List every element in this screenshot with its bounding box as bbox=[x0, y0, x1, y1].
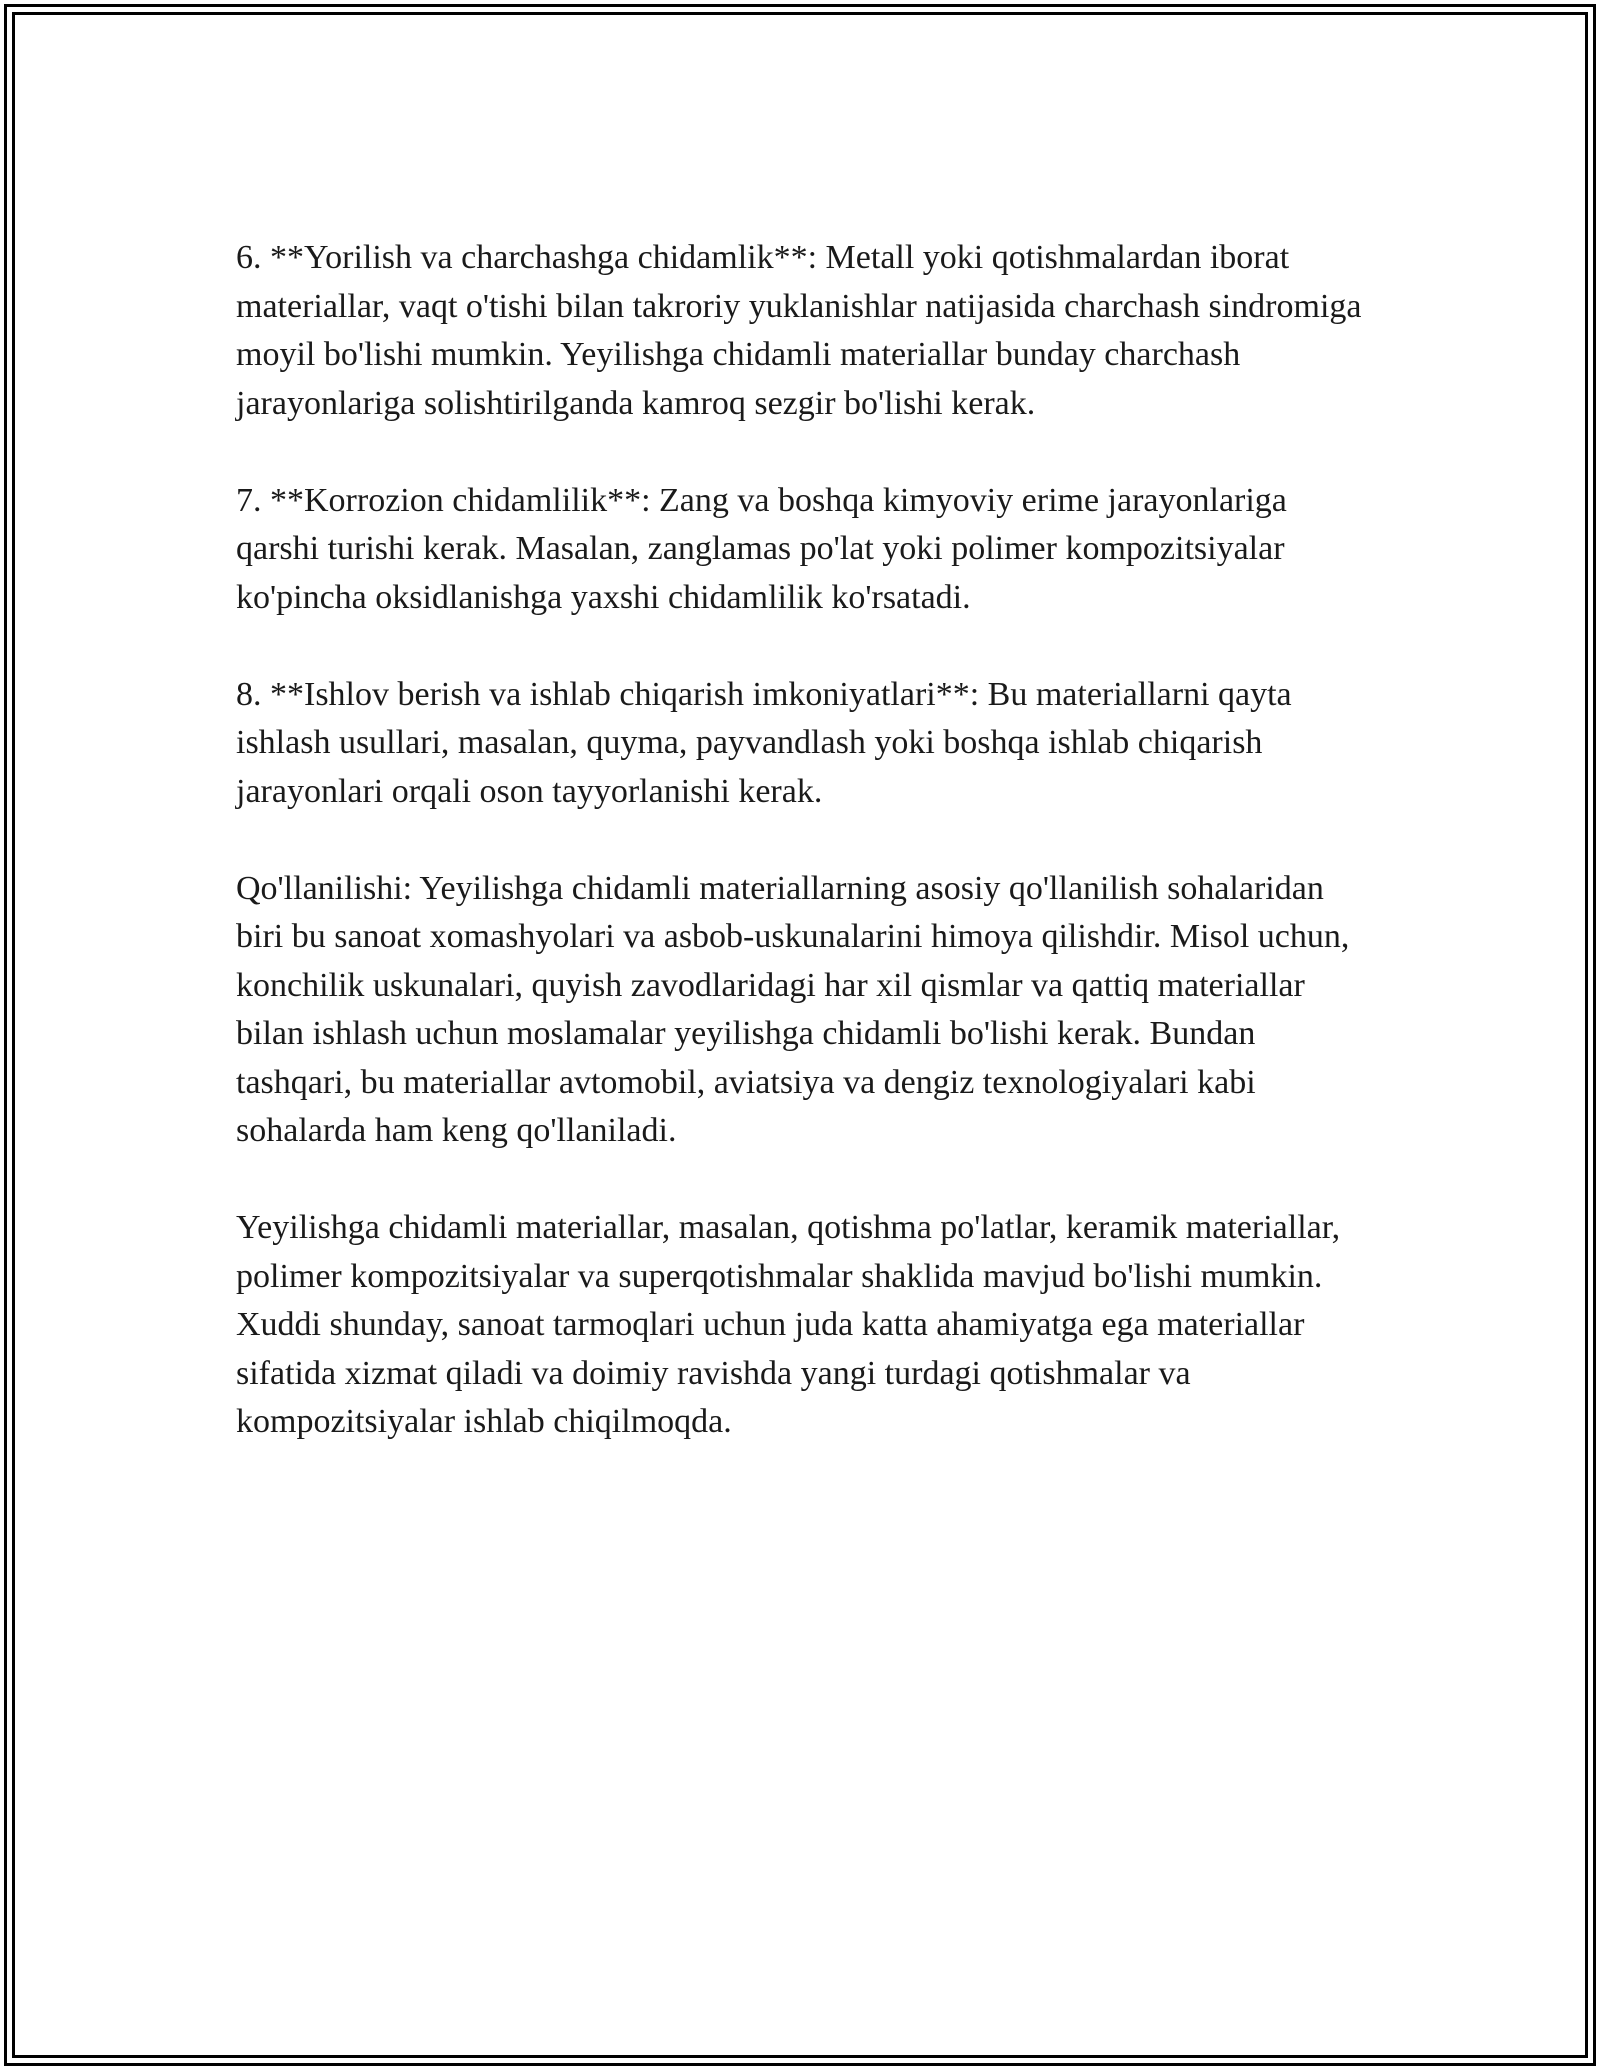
document-body bbox=[236, 234, 1376, 1495]
paragraph-fatigue-resistance: 6. **Yorilish va charchashga chidamlik**: Metall yoki qotishmalardan iborat materiallar, vaqt o'tishi bilan takroriy yuklanishlar natijasida charchash sindromiga moyil bo'lishi mumkin. Yeyilishga chidamli materiallar bunday charchash jarayonlariga solishtirilganda kamroq sezgir bo'lishi kerak. bbox=[236, 239, 1362, 422]
paragraph-applications: Qo'llanilishi: Yeyilishga chidamli materiallarning asosiy qo'llanilish sohalaridan biri bu sanoat xomashyolari va asbob-uskunalarini himoya qilishdir. Misol uchun, konchilik uskunalari, quyish zavodlaridagi har xil qismlar va qattiq materiallar bilan ishlash uchun moslamalar yeyilishga chidamli bo'lishi kerak. Bundan tashqari, bu materiallar avtomobil, aviatsiya va dengiz texnologiyalari kabi sohalarda ham keng qo'llaniladi. bbox=[236, 869, 1350, 1149]
paragraph-processing-capabilities: 8. **Ishlov berish va ishlab chiqarish imkoniyatlari**: Bu materiallarni qayta ishlash usullari, masalan, quyma, payvandlash yoki boshqa ishlab chiqarish jarayonlari orqali oson tayyorlanishi kerak. bbox=[236, 675, 1292, 810]
paragraph-corrosion-resistance: 7. **Korrozion chidamlilik**: Zang va boshqa kimyoviy erime jarayonlariga qarshi turishi kerak. Masalan, zanglamas po'lat yoki polimer kompozitsiyalar ko'pincha oksidlanishga yaxshi chidamlilik ko'rsatadi. bbox=[236, 481, 1287, 616]
paragraph-conclusion: Yeyilishga chidamli materiallar, masalan, qotishma po'latlar, keramik materiallar, polimer kompozitsiyalar va superqotishmalar shaklida mavjud bo'lishi mumkin. Xuddi shunday, sanoat tarmoqlari uchun juda katta ahamiyatga ega materiallar sifatida xizmat qiladi va doimiy ravishda yangi turdagi qotishmalar va kompozitsiyalar ishlab chiqilmoqda. bbox=[236, 1209, 1341, 1440]
